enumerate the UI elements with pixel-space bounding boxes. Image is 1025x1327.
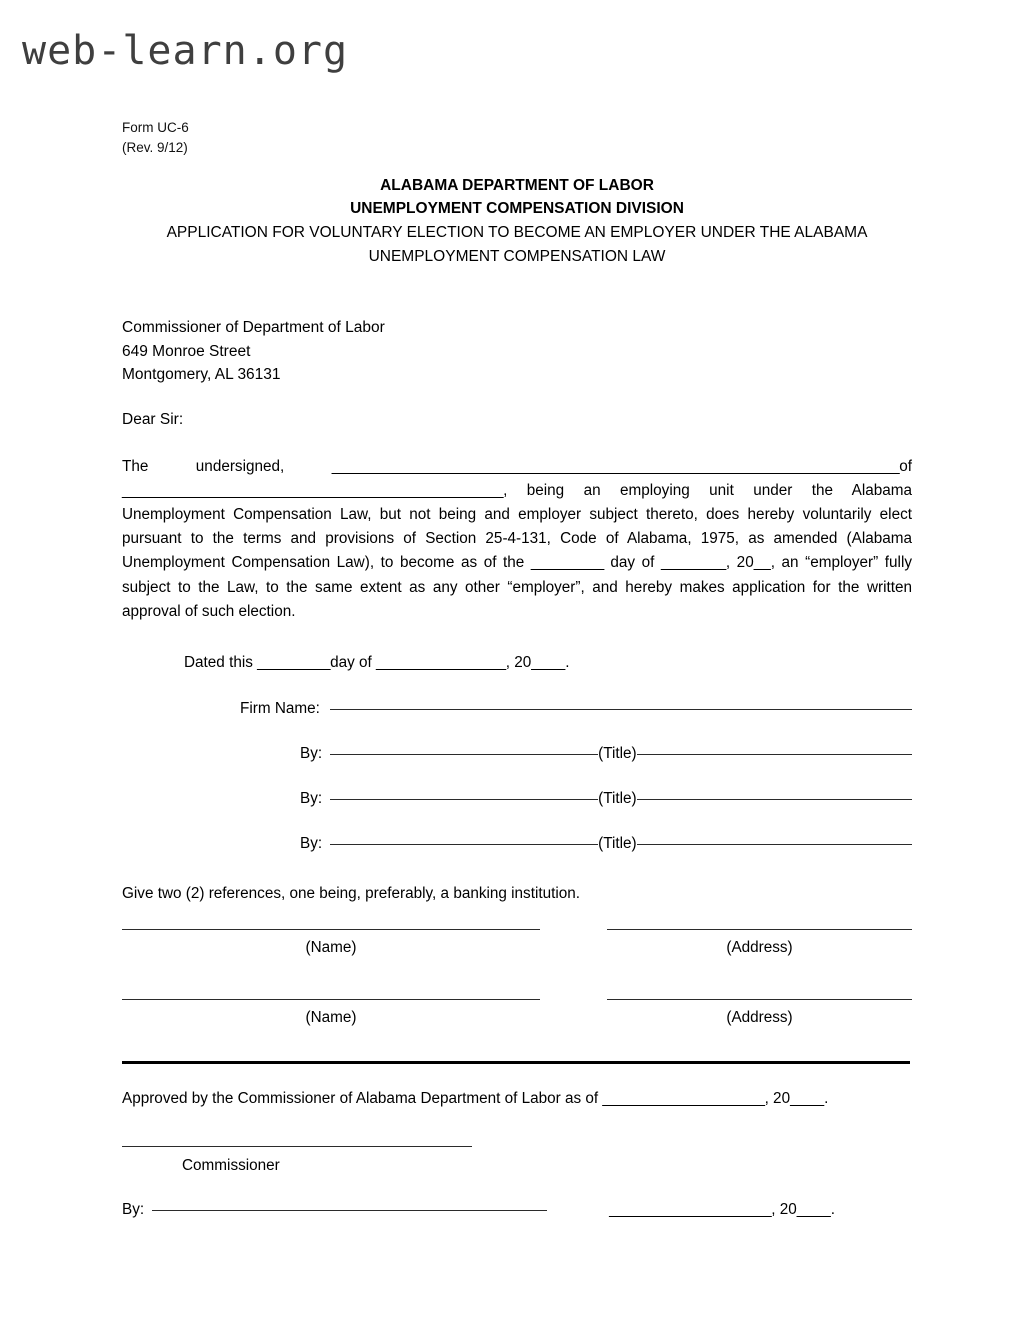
final-date-suffix: , 20____. [771,1200,836,1218]
title-application-line-2: UNEMPLOYMENT COMPENSATION LAW [368,247,666,265]
blank-dated-day[interactable]: _________ [257,653,331,671]
reference-address-caption: (Address) [726,938,793,956]
approval-text-suffix: , 20____. [764,1089,829,1107]
blank-effective-month[interactable]: ________ [661,554,726,572]
reference-rules-row [122,929,912,957]
addressee-street: 649 Monroe Street [122,342,251,360]
signature-title-rule[interactable] [637,754,912,755]
signature-title-label: (Title) [598,789,637,807]
signature-by-label: By: [300,834,323,852]
signature-row [300,790,912,808]
signature-title-label: (Title) [598,744,637,762]
final-by-signature-rule[interactable] [152,1210,547,1211]
reference-address-column [607,929,912,957]
signature-name-rule[interactable] [330,844,598,845]
watermark-web-learn-org: web-learn.org [22,28,349,74]
signature-name-rule[interactable] [330,799,598,800]
reference-name-caption: (Name) [305,938,357,956]
reference-address-column [607,999,912,1027]
body-paragraph [122,455,912,624]
signature-row [300,835,912,853]
firm-name-input-rule[interactable] [330,709,912,710]
commissioner-signature-rule[interactable] [122,1146,472,1147]
addressee-city-state-zip: Montgomery, AL 36131 [122,366,281,384]
approval-text-prefix: Approved by the Commissioner of Alabama Department of Labor as of [122,1089,603,1107]
references-instruction: Give two (2) references, one being, preferably, a banking institution. [122,884,581,902]
commissioner-signature-block [122,1146,912,1175]
reference-name-column [122,999,540,1027]
body-text-undersigned: The undersigned, [122,457,332,475]
final-by-date-group [609,1201,835,1219]
reference-name-rule[interactable] [122,929,540,930]
approval-line [122,1090,912,1108]
body-text-closing: and hereby makes application for the written approval of such election. [122,578,913,620]
blank-entity-name[interactable]: _______________________________________________ [122,481,504,499]
document-title-block [122,174,912,268]
blank-undersigned-name[interactable]: ______________________________________________________________________ [331,457,900,475]
signature-by-label: By: [300,789,323,807]
signature-title-label: (Title) [598,834,637,852]
form-content [122,118,912,1219]
title-division: UNEMPLOYMENT COMPENSATION DIVISION [350,200,684,218]
reference-rules-row [122,999,912,1027]
dated-suffix: , 20____. [505,653,570,671]
blank-final-date[interactable]: ____________________ [609,1200,772,1218]
commissioner-label: Commissioner [182,1156,280,1174]
firm-name-label: Firm Name: [240,699,320,717]
signature-name-rule[interactable] [330,754,598,755]
blank-approval-date[interactable]: ____________________ [602,1089,765,1107]
addressee-block [122,316,912,387]
reference-address-caption: (Address) [726,1008,793,1026]
signature-by-label: By: [300,744,323,762]
salutation: Dear Sir: [122,410,184,428]
body-text-main: , being an employing unit under the Alabama Unemployment Compensation Law, but not being and employer subject thereto, does hereby voluntarily elect pursuant to the terms and provisions of Section 25-4-131, Code of Alabama, 1975, as amended (Alabama Unemployment Compensation Law), to become as of the [122,481,912,572]
dated-middle: day of [330,653,377,671]
addressee-name: Commissioner of Department of Labor [122,319,385,337]
body-text-employer-clause: , 20__, an “employer” fully subject to the Law, to the same extent as any other “employer”, [122,554,913,596]
reference-name-column [122,929,540,957]
reference-name-rule[interactable] [122,999,540,1000]
form-identifier-block [122,118,912,158]
title-department: ALABAMA DEPARTMENT OF LABOR [380,176,654,194]
dated-prefix: Dated this [184,653,258,671]
dated-line [184,654,912,672]
reference-address-rule[interactable] [607,999,912,1000]
form-revision: (Rev. 9/12) [122,139,188,155]
signature-title-rule[interactable] [637,844,912,845]
form-number: Form UC-6 [122,120,189,135]
reference-name-caption: (Name) [305,1008,357,1026]
reference-address-rule[interactable] [607,929,912,930]
blank-effective-day[interactable]: _________ [530,554,604,572]
blank-dated-month[interactable]: ________________ [376,653,506,671]
firm-name-row [240,700,912,718]
final-by-label: By: [122,1200,145,1218]
title-application-line-1: APPLICATION FOR VOLUNTARY ELECTION TO BECOME AN EMPLOYER UNDER THE ALABAMA [166,224,868,242]
signature-row [300,745,912,763]
reference-entry-1 [122,929,912,957]
signature-title-rule[interactable] [637,799,912,800]
body-text-day-of: day of [603,554,655,572]
final-by-row [122,1201,912,1219]
reference-entry-2 [122,999,912,1027]
body-text-of: of [899,457,912,475]
section-divider [122,1061,910,1064]
